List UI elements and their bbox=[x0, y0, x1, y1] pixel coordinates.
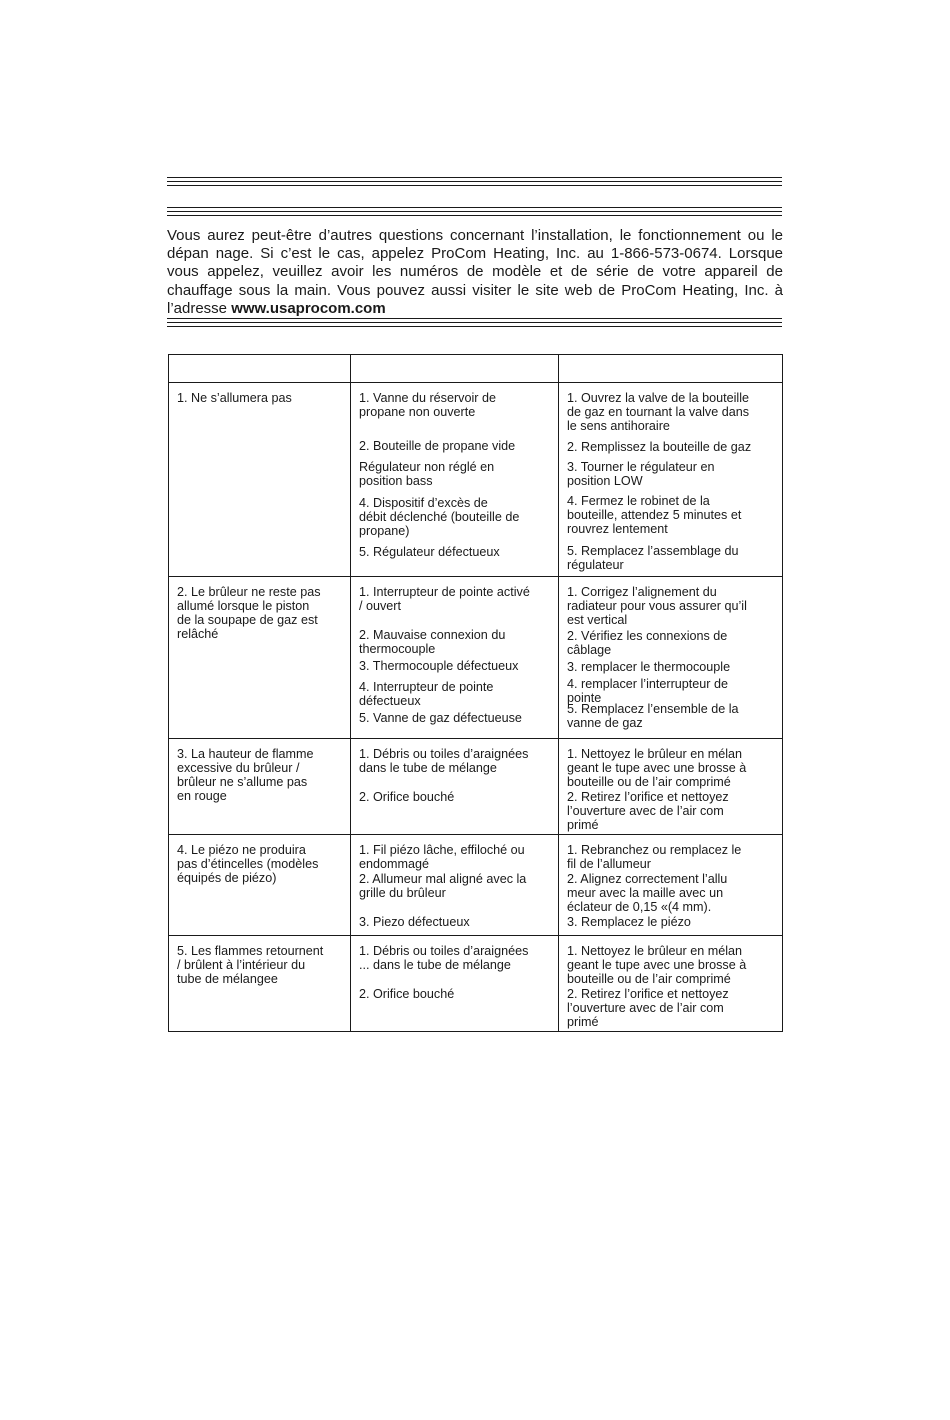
intro-paragraph bbox=[167, 227, 783, 318]
remedy-item: 4. Fermez le robinet de la bouteille, attendez 5 minutes et rouvrez lentement bbox=[567, 494, 742, 536]
cause-item: Régulateur non réglé en position bass bbox=[359, 460, 495, 488]
remedy-item: 2. Remplissez la bouteille de gaz bbox=[567, 440, 752, 454]
remedy-item: 5. Remplacez l’ensemble de la vanne de gaz bbox=[567, 702, 739, 730]
intro-line-3: veuillez avoir les numéros de modèle et de série de votre appareil de chauffage sous la main. bbox=[167, 263, 783, 299]
remedy-item: 2. Retirez l’orifice et nettoyez l’ouverture avec de l’air com primé bbox=[567, 987, 729, 1029]
remedy-item: 3. Tourner le régulateur en position LOW bbox=[567, 460, 715, 488]
problem-text: 1. Ne s’allumera pas bbox=[177, 391, 292, 405]
table-row bbox=[169, 739, 783, 835]
cause-item: 2. Mauvaise connexion du thermocouple bbox=[359, 628, 506, 656]
remedy-item: 1. Nettoyez le brûleur en mélan geant le tupe avec une brosse à bouteille ou de l’air comprimé bbox=[567, 747, 747, 789]
website-link[interactable]: www.usaprocom.com bbox=[231, 299, 386, 317]
cause-item: 5. Vanne de gaz défectueuse bbox=[359, 711, 522, 725]
cause-cell bbox=[351, 739, 559, 835]
remedy-cell bbox=[559, 936, 783, 1032]
cause-item: 2. Bouteille de propane vide bbox=[359, 439, 516, 453]
remedy-item: 2. Vérifiez les connexions de câblage bbox=[567, 629, 728, 657]
cause-item: 3. Thermocouple défectueux bbox=[359, 659, 519, 673]
remedy-item: 1. Nettoyez le brûleur en mélan geant le tupe avec une brosse à bouteille ou de l’air comprimé bbox=[567, 944, 747, 986]
remedy-item: 1. Ouvrez la valve de la bouteille de gaz en tournant la valve dans le sens antihoraire bbox=[567, 391, 750, 433]
remedy-item: 1. Rebranchez ou remplacez le fil de l’allumeur bbox=[567, 843, 742, 871]
cause-item: 5. Régulateur défectueux bbox=[359, 545, 500, 559]
cause-item: 1. Débris ou toiles d’araignées ... dans le tube de mélange bbox=[359, 944, 529, 972]
remedy-item: 4. remplacer l’interrupteur de pointe bbox=[567, 677, 728, 705]
cause-item: 1. Fil piézo lâche, effiloché ou endommagé bbox=[359, 843, 525, 871]
cause-item: 4. Interrupteur de pointe défectueux bbox=[359, 680, 494, 708]
cause-item: 3. Piezo défectueux bbox=[359, 915, 470, 929]
problem-text: 4. Le piézo ne produira pas d’étincelles (modèles équipés de piézo) bbox=[177, 843, 319, 885]
problem-text: 2. Le brûleur ne reste pas allumé lorsque le piston de la soupape de gaz est relâché bbox=[177, 585, 321, 641]
remedy-cell bbox=[559, 835, 783, 936]
cause-cell bbox=[351, 936, 559, 1032]
problem-cell bbox=[169, 936, 351, 1032]
cause-item: 1. Vanne du réservoir de propane non ouverte bbox=[359, 391, 496, 419]
table-row bbox=[169, 835, 783, 936]
section-rule bbox=[167, 318, 782, 327]
remedy-item: 5. Remplacez l’assemblage du régulateur bbox=[567, 544, 739, 572]
remedy-item: 2. Retirez l’orifice et nettoyez l’ouverture avec de l’air com primé bbox=[567, 790, 729, 832]
cause-item: 2. Orifice bouché bbox=[359, 790, 455, 804]
cause-cell bbox=[351, 577, 559, 739]
cause-item: 1. Interrupteur de pointe activé / ouvert bbox=[359, 585, 530, 613]
header-cause bbox=[351, 355, 559, 383]
header-problem bbox=[169, 355, 351, 383]
table-row bbox=[169, 383, 783, 577]
problem-text: 3. La hauteur de flamme excessive du brûleur / brûleur ne s’allume pas en rouge bbox=[177, 747, 314, 803]
remedy-cell bbox=[559, 577, 783, 739]
cause-cell bbox=[351, 835, 559, 936]
cause-item: 1. Débris ou toiles d’araignées dans le tube de mélange bbox=[359, 747, 529, 775]
problem-cell bbox=[169, 577, 351, 739]
intro-line-2: nage. Si c’est le cas, appelez ProCom Heating, Inc. au 1-866-573-0674. Lorsque vous appelez, bbox=[167, 245, 783, 281]
table-row bbox=[169, 577, 783, 739]
cause-item: 2. Allumeur mal aligné avec la grille du brûleur bbox=[359, 872, 527, 900]
remedy-item: 3. Remplacez le piézo bbox=[567, 915, 691, 929]
header-rule-2 bbox=[167, 207, 782, 216]
table-row bbox=[169, 936, 783, 1032]
cause-item: 2. Orifice bouché bbox=[359, 987, 455, 1001]
remedy-cell bbox=[559, 383, 783, 577]
remedy-item: 1. Corrigez l’alignement du radiateur pour vous assurer qu’il est vertical bbox=[567, 585, 747, 627]
remedy-item: 2. Alignez correctement l’allu meur avec la maille avec un éclateur de 0,15 «(4 mm). bbox=[567, 872, 728, 914]
intro-line-4: Vous pouvez aussi visiter le site web de ProCom Heating, Inc. à l’adresse bbox=[167, 281, 783, 317]
remedy-cell bbox=[559, 739, 783, 835]
cause-item: 4. Dispositif d’excès de débit déclenché (bouteille de propane) bbox=[359, 496, 520, 538]
intro-line-1: Vous aurez peut-être d’autres questions concernant l’installation, le fonctionnement ou le dépan bbox=[167, 227, 783, 263]
problem-text: 5. Les flammes retournent / brûlent à l’intérieur du tube de mélangee bbox=[177, 944, 324, 986]
header-rule-1 bbox=[167, 177, 782, 186]
problem-cell bbox=[169, 739, 351, 835]
remedy-item: 3. remplacer le thermocouple bbox=[567, 660, 731, 674]
problem-cell bbox=[169, 383, 351, 577]
table-header-row bbox=[169, 355, 783, 383]
header-remedy bbox=[559, 355, 783, 383]
problem-cell bbox=[169, 835, 351, 936]
troubleshooting-table bbox=[168, 354, 783, 1032]
cause-cell bbox=[351, 383, 559, 577]
